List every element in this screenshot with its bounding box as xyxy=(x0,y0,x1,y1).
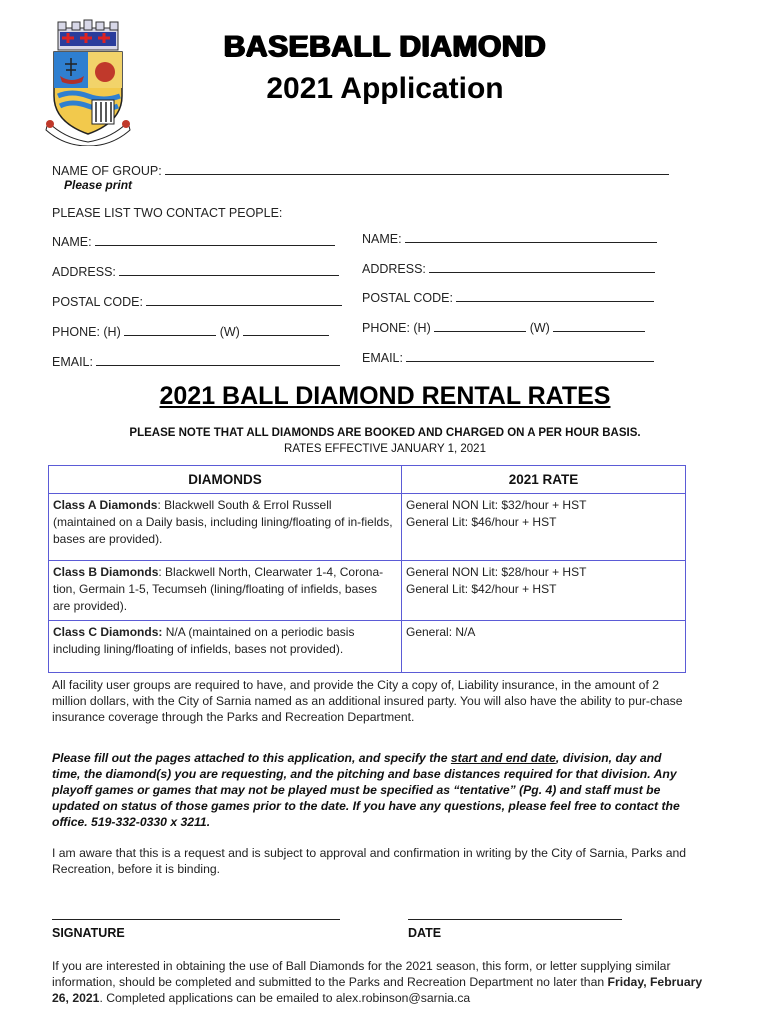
contact2-email-field[interactable] xyxy=(362,351,654,365)
rates-table xyxy=(48,465,686,673)
contact1-phone-work-label: (W) xyxy=(219,325,240,339)
diamond-cell xyxy=(49,621,402,673)
contact1-address-label: ADDRESS: xyxy=(52,265,116,279)
table-row xyxy=(49,621,686,673)
contact1-phone-field[interactable] xyxy=(52,325,329,339)
instructions-part2: , division, day and time, the diamond(s) you are requesting, and the pitching and base distances required for that division. Any playoff games or games that may not be played must be specified as “tentative” (Pg. 4) and staff must be updated on status of those games prior to the date. If you have any questions, please feel free to contact the office. 519-332-0330 x 3211. xyxy=(52,751,680,829)
contact1-email-field[interactable] xyxy=(52,355,340,369)
class-desc: : Blackwell North, Clearwater 1-4, Corona-tion, Germain 1-5, Tecumseh (lining/floating of infields, bases are provided). xyxy=(53,565,384,613)
rates-title: 2021 BALL DIAMOND RENTAL RATES xyxy=(159,382,611,410)
contact2-name-field[interactable] xyxy=(362,232,657,246)
table-header-row xyxy=(49,466,686,494)
contact1-postal-field[interactable] xyxy=(52,295,342,309)
contact1-name-label: NAME: xyxy=(52,235,92,249)
instructions-underlined: start and end date xyxy=(450,751,556,765)
insurance-paragraph: All facility user groups are required to have, and provide the City a copy of, Liability insurance, in the amount of 2 million dollars, with the City of Sarnia named as an additional insured party. You will also have the ability to pur-chase insurance coverage through the Parks and Recreation Department. xyxy=(52,678,683,724)
class-desc: N/A (maintained on a periodic basis including lining/floating of infields, bases not provided). xyxy=(53,625,355,656)
contact1-phone-home-label: PHONE: (H) xyxy=(52,325,121,339)
rate-cell xyxy=(402,561,686,621)
contact1-name-field[interactable] xyxy=(52,235,335,249)
rate-line: General NON Lit: $32/hour + HST xyxy=(406,498,587,512)
class-desc: : Blackwell South & Errol Russell (maintained on a Daily basis, including lining/floating of in-fields, bases are provided). xyxy=(53,498,393,546)
rate-cell xyxy=(402,621,686,673)
date-label: DATE xyxy=(408,926,442,940)
contact2-name-label: NAME: xyxy=(362,232,402,246)
page-title: BASEBALL DIAMOND xyxy=(223,30,547,63)
contact2-address-label: ADDRESS: xyxy=(362,262,426,276)
contact2-email-label: EMAIL: xyxy=(362,351,403,365)
rate-cell xyxy=(402,494,686,561)
date-line[interactable] xyxy=(408,906,622,920)
contact1-postal-label: POSTAL CODE: xyxy=(52,295,143,309)
rates-effective-date: RATES EFFECTIVE JANUARY 1, 2021 xyxy=(284,443,486,455)
group-name-label: NAME OF GROUP: xyxy=(52,164,162,178)
table-row xyxy=(49,561,686,621)
contact1-address-field[interactable] xyxy=(52,265,339,279)
diamond-cell xyxy=(49,561,402,621)
rate-line: General NON Lit: $28/hour + HST xyxy=(406,565,587,579)
rate-line: General Lit: $42/hour + HST xyxy=(406,582,557,596)
rate-line: General: N/A xyxy=(406,625,476,639)
group-name-field[interactable] xyxy=(52,164,669,178)
diamond-cell xyxy=(49,494,402,561)
footer-deadline: Friday, February 26, 2021 xyxy=(52,975,703,1005)
contacts-intro: PLEASE LIST TWO CONTACT PEOPLE: xyxy=(52,206,283,220)
signature-line[interactable] xyxy=(52,906,340,920)
contact2-postal-label: POSTAL CODE: xyxy=(362,291,453,305)
contact2-phone-work-label: (W) xyxy=(529,321,550,335)
contact2-postal-field[interactable] xyxy=(362,291,654,305)
contact2-phone-field[interactable] xyxy=(362,321,645,335)
contact1-email-label: EMAIL: xyxy=(52,355,93,369)
contact2-phone-home-label: PHONE: (H) xyxy=(362,321,431,335)
table-row xyxy=(49,494,686,561)
awareness-paragraph: I am aware that this is a request and is subject to approval and confirmation in writing by the City of Sarnia, Parks and Recreation, before it is binding. xyxy=(52,846,687,876)
page-subtitle: 2021 Application xyxy=(266,72,504,105)
class-name: Class A Diamonds xyxy=(53,498,158,512)
class-name: Class B Diamonds xyxy=(53,565,159,579)
rates-note: PLEASE NOTE THAT ALL DIAMONDS ARE BOOKED AND CHARGED ON A PER HOUR BASIS. xyxy=(129,427,641,439)
please-print-hint: Please print xyxy=(64,178,133,192)
footer-part2: . Completed applications can be emailed to alex.robinson@sarnia.ca xyxy=(99,991,471,1005)
instructions-part1: Please fill out the pages attached to this application, and specify the xyxy=(52,751,451,765)
signature-label: SIGNATURE xyxy=(52,926,125,940)
contact2-address-field[interactable] xyxy=(362,262,655,276)
footer-part1: If you are interested in obtaining the use of Ball Diamonds for the 2021 season, this form, or letter supplying similar information, should be completed and submitted to the Parks and Recreation Department no later than xyxy=(52,959,671,989)
footer-paragraph xyxy=(52,958,712,1006)
instructions-paragraph xyxy=(52,750,692,830)
col-header-diamonds: DIAMONDS xyxy=(49,466,402,494)
col-header-rate: 2021 RATE xyxy=(402,466,686,494)
rate-line: General Lit: $46/hour + HST xyxy=(406,515,557,529)
class-name: Class C Diamonds: xyxy=(53,625,163,639)
